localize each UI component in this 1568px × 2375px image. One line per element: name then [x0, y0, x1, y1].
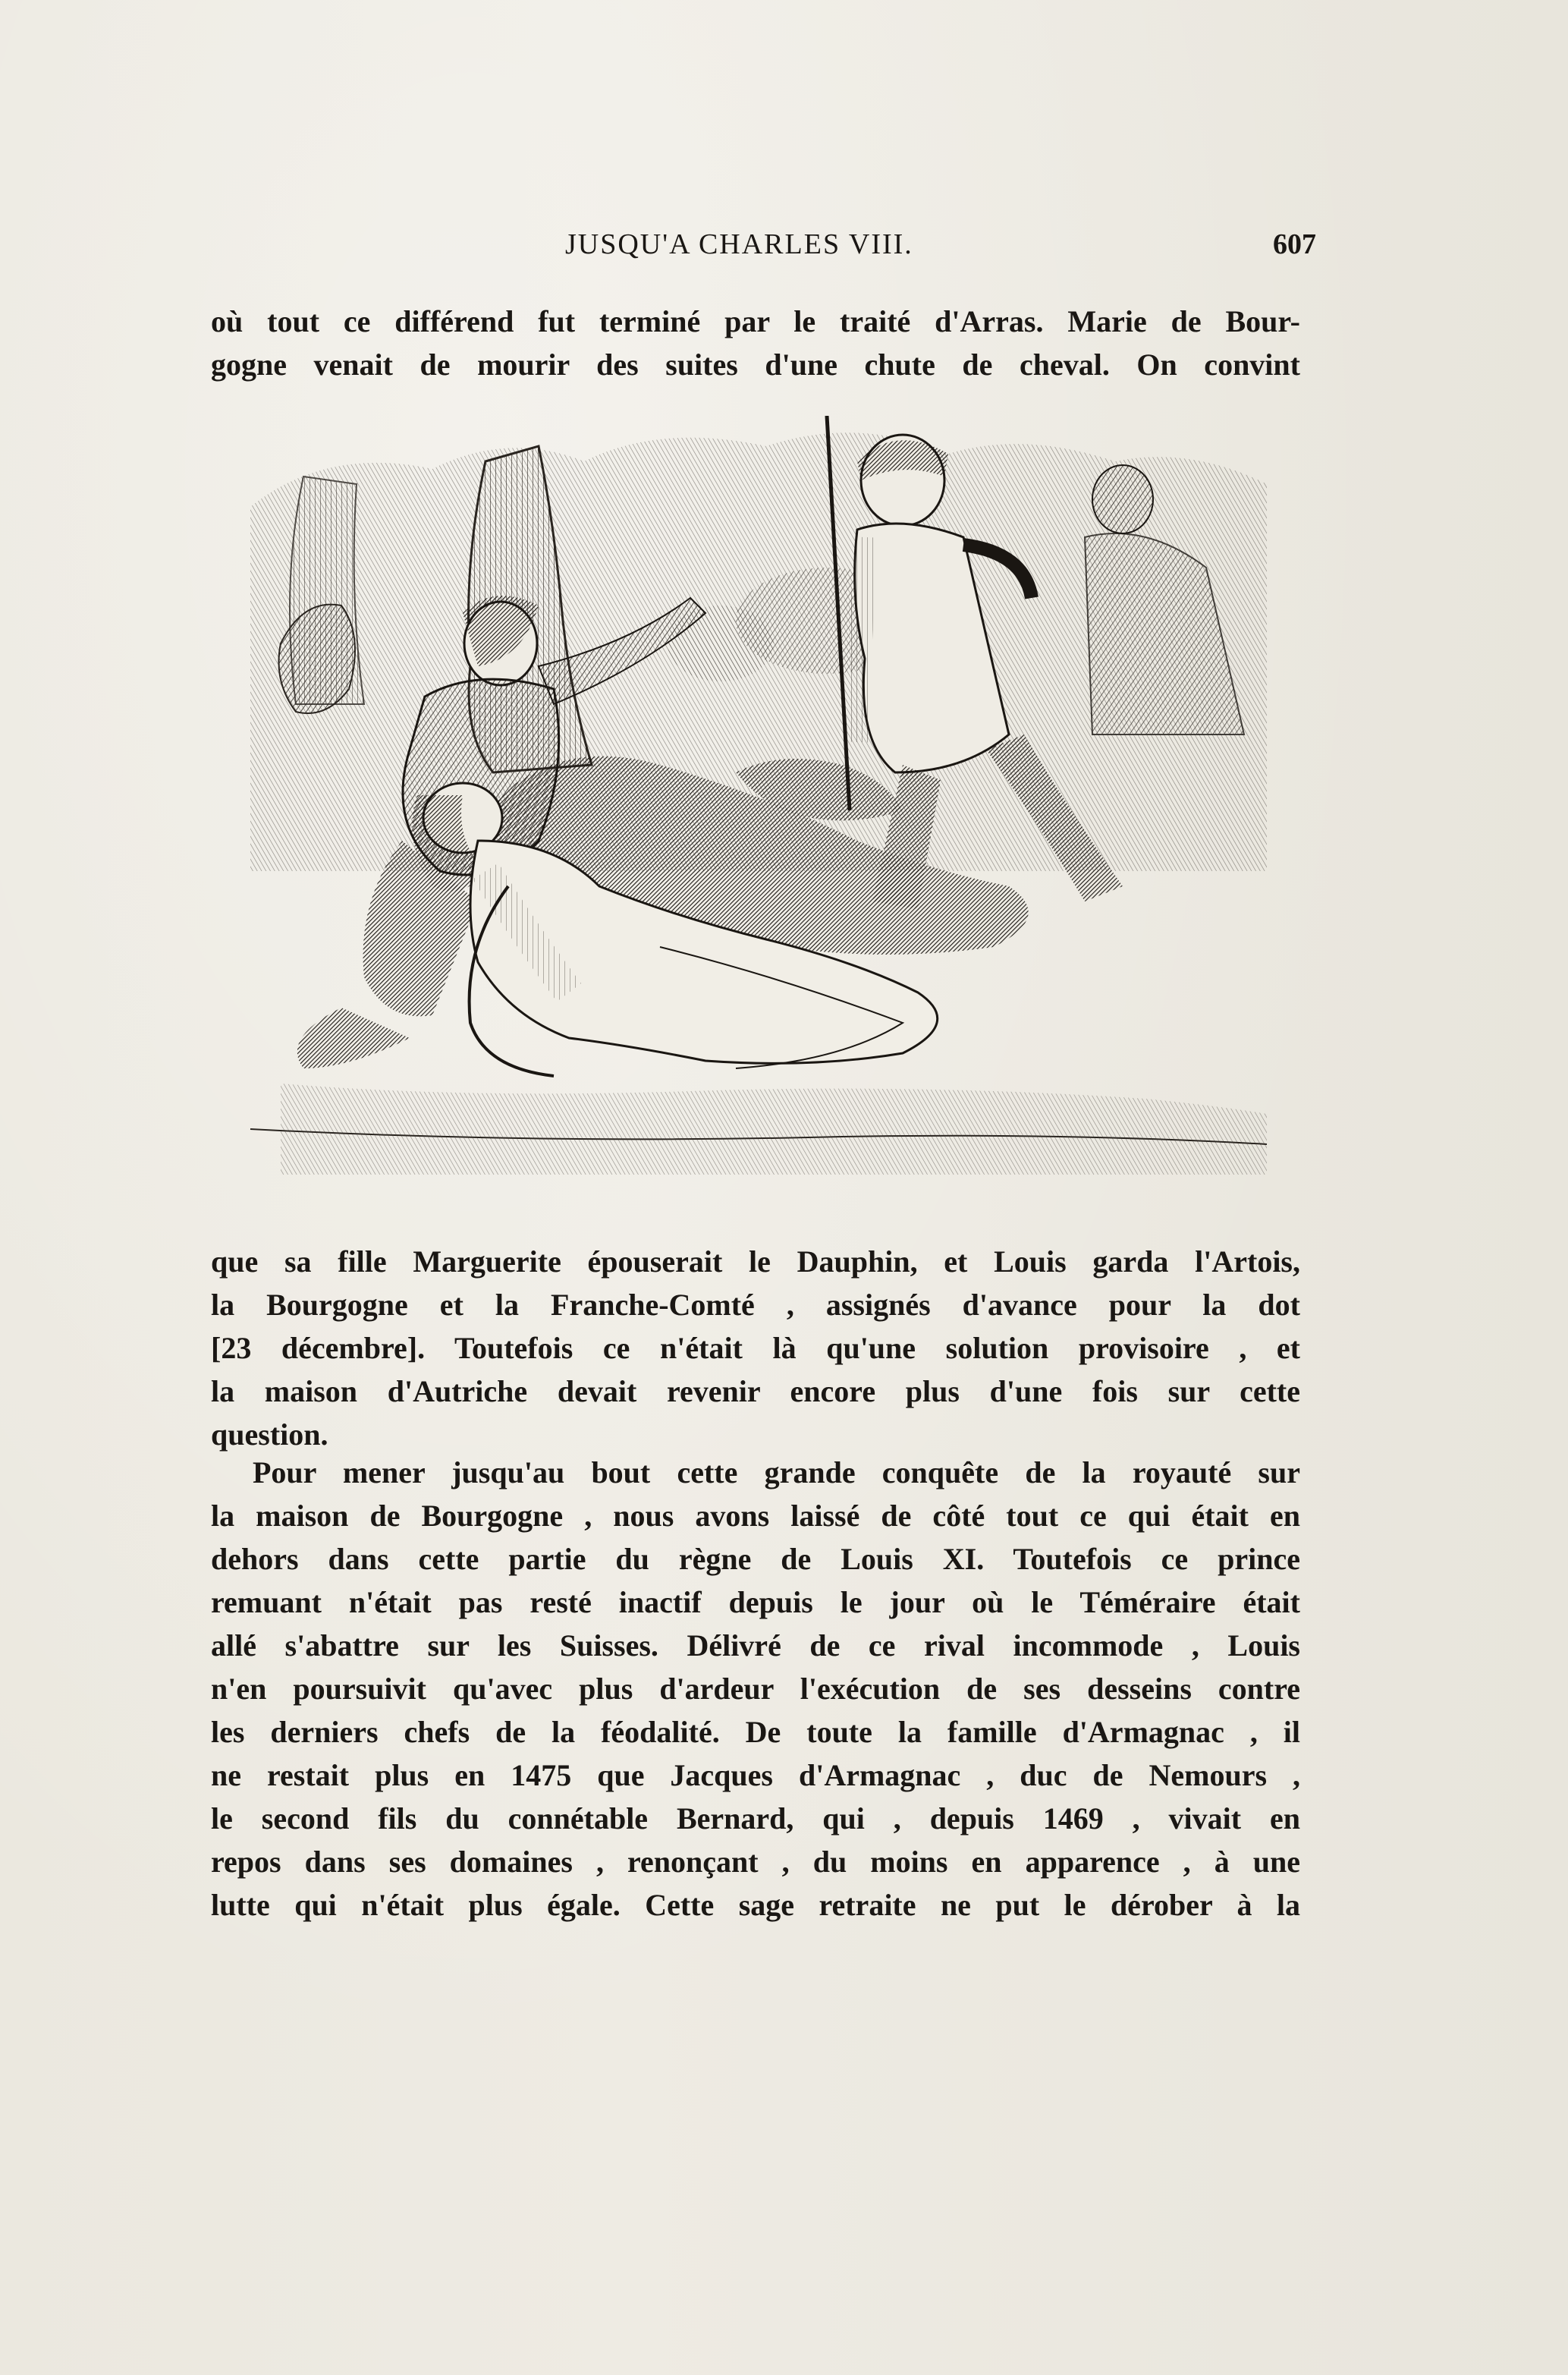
engraving-illustration-icon — [235, 416, 1282, 1190]
text-line: que sa fille Marguerite épouserait le Dauphin, et Louis garda l'Artois, — [211, 1244, 1300, 1279]
paragraph-top — [211, 300, 1300, 386]
text-line: ne restait plus en 1475 que Jacques d'Armagnac , duc de Nemours , — [211, 1758, 1300, 1792]
text-line: gogne venait de mourir des suites d'une chute de cheval. On convint — [211, 348, 1300, 382]
text-line: n'en poursuivit qu'avec plus d'ardeur l'exécution de ses desseins contre — [211, 1672, 1300, 1706]
text-line: dehors dans cette partie du règne de Louis XI. Toutefois ce prince — [211, 1542, 1300, 1576]
text-line: Pour mener jusqu'au bout cette grande conquête de la royauté sur — [253, 1455, 1300, 1489]
engraving-illustration — [235, 416, 1282, 1190]
running-head — [565, 228, 1316, 266]
running-title: JUSQU'A CHARLES VIII. — [565, 228, 913, 260]
text-line: la maison de Bourgogne , nous avons laissé de côté tout ce qui était en — [211, 1499, 1300, 1533]
text-line: le second fils du connétable Bernard, qui , depuis 1469 , vivait en — [211, 1801, 1300, 1836]
paragraph-continuation — [211, 1240, 1300, 1456]
text-line: repos dans ses domaines , renonçant , du moins en apparence , à une — [211, 1845, 1300, 1879]
text-line: remuant n'était pas resté inactif depuis le jour où le Téméraire était — [211, 1585, 1300, 1619]
text-line: où tout ce différend fut terminé par le traité d'Arras. Marie de Bour- — [211, 304, 1300, 338]
text-line: les derniers chefs de la féodalité. De toute la famille d'Armagnac , il — [211, 1715, 1300, 1749]
text-line: lutte qui n'était plus égale. Cette sage retraite ne put le dérober à la — [211, 1888, 1300, 1922]
text-line: allé s'abattre sur les Suisses. Délivré de ce rival incommode , Louis — [211, 1628, 1300, 1662]
text-line: question. — [211, 1417, 328, 1452]
text-line: la Bourgogne et la Franche-Comté , assignés d'avance pour la dot — [211, 1288, 1300, 1322]
page-number: 607 — [1273, 228, 1316, 260]
paragraph-next — [211, 1451, 1300, 1927]
text-line: [23 décembre]. Toutefois ce n'était là qu'une solution provisoire , et — [211, 1331, 1300, 1365]
text-line: la maison d'Autriche devait revenir encore plus d'une fois sur cette — [211, 1374, 1300, 1408]
